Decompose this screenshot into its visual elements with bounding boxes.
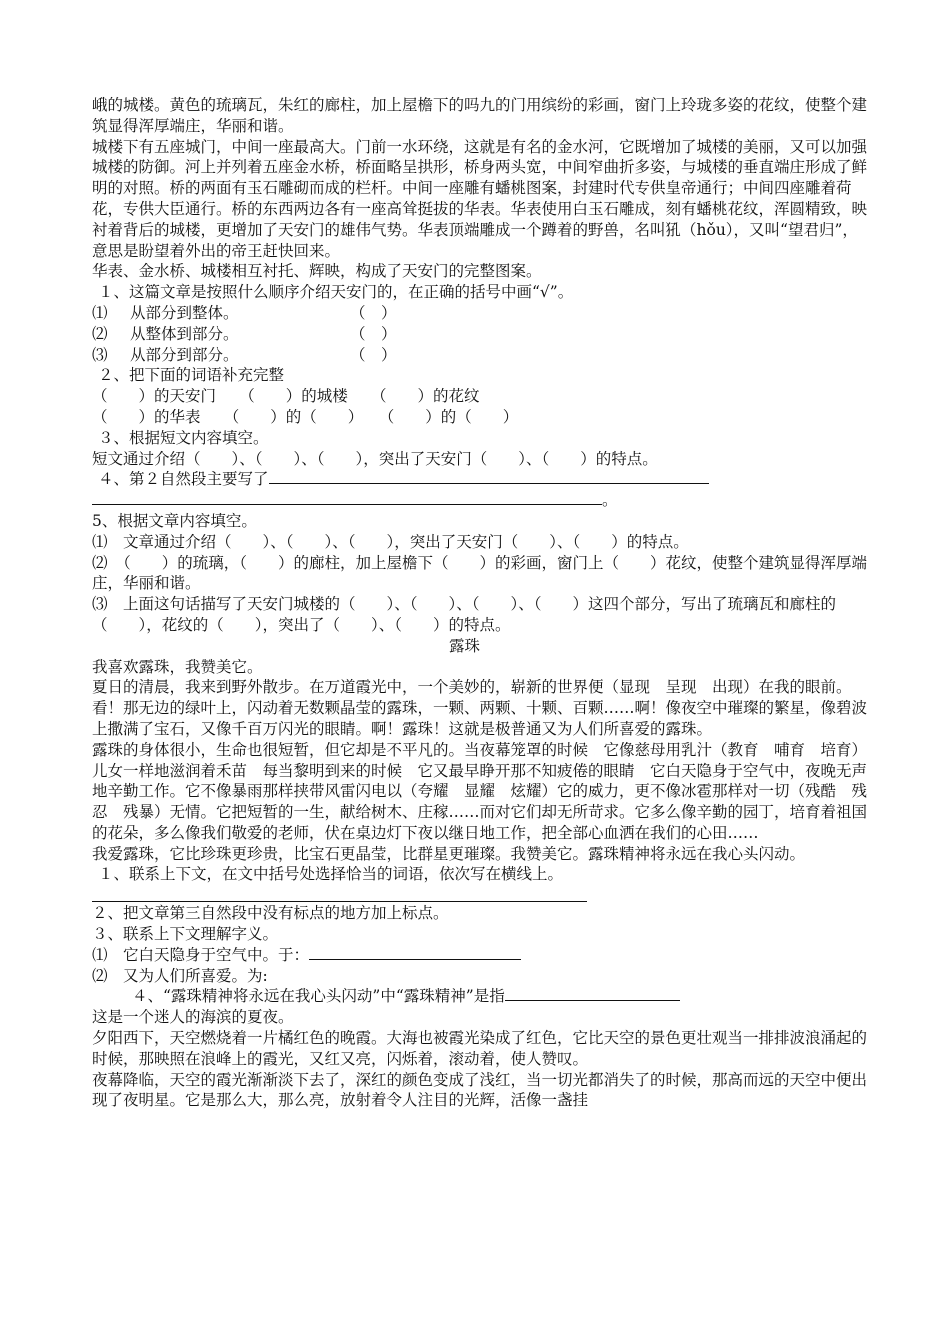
- question-3: ３、联系上下文理解字义。: [92, 925, 279, 944]
- question-3-a: ⑴ 它白天隐身于空气中。于：: [92, 945, 867, 966]
- option-1: ⑴ 从部分到整体。 （ ）: [92, 303, 397, 322]
- paragraph: 城楼下有五座城门，中间一座最高大。门前一水环绕，这就是有名的金水河，它既增加了城楼的美丽，又可以加强城楼的防御。河上并列着五座金水桥，桥面略呈拱形，桥身两头宽，中间窄曲折多姿，与城楼的垂直端庄形成了鲜明的对照。桥的两面有玉石雕砌而成的栏杆。中间一座雕有蟠桃图案，封建时代专供皇帝通行；中间四座雕着荷花，专供大臣通行。桥的东西两边各有一座高耸挺拔的华表。华表使用白玉石雕成，刻有蟠桃花纹，浑圆精致，映衬着背后的城楼，更增加了天安门的雄伟气势。华表顶端雕成一个蹲着的野兽，名叫犼（hǒu），又叫“望君归”，意思是盼望着外出的帝王赶快回来。: [92, 137, 868, 260]
- question-5-item: ⑵ （ ）的琉璃，（ ）的廊柱，加上屋檐下（ ）的彩画，窗门上（ ）花纹，使整个建筑显得浑厚端庄，华丽和谐。: [92, 553, 868, 593]
- option-2: ⑵ 从整体到部分。 （ ）: [92, 324, 397, 343]
- document-page: [92, 95, 867, 1111]
- question-5: 5、根据文章内容填空。: [92, 511, 257, 530]
- paragraph: 夕阳西下，天空燃烧着一片橘红色的晚霞。大海也被霞光染成了红色，它比天空的景色更壮观当一排排波浪涌起的时候，那映照在浪峰上的霞光，又红又亮，闪烁着，滚动着，使人赞叹。: [92, 1029, 868, 1068]
- question-1: １、这篇文章是按照什么顺序介绍天安门的，在正确的括号中画“√”。: [98, 283, 574, 302]
- answer-lines: [92, 885, 867, 903]
- fill-line: 短文通过介绍（ ）、（ ）、（ ），突出了天安门（ ）、（ ）的特点。: [92, 449, 658, 468]
- answer-blank[interactable]: [269, 469, 709, 484]
- answer-blank[interactable]: [309, 945, 521, 960]
- answer-paren[interactable]: （ ）: [350, 303, 397, 322]
- question-2: ２、把下面的词语补充完整: [98, 366, 285, 385]
- answer-paren[interactable]: （ ）: [350, 345, 397, 364]
- fill-row: （ ）的天安门 （ ）的城楼 （ ）的花纹: [92, 387, 480, 406]
- question-5-item: ⑶ 上面这句话描写了天安门城楼的（ ）、（ ）、（ ）、（ ）这四个部分，写出了琉璃瓦和廊柱的（ ），花纹的（ ），突出了（ ）、（ ）的特点。: [92, 595, 837, 634]
- answer-blank[interactable]: [492, 887, 587, 902]
- answer-blank[interactable]: [505, 986, 680, 1001]
- article-title: 露珠: [448, 636, 480, 655]
- paragraph: 峨的城楼。黄色的琉璃瓦，朱红的廊柱，加上屋檐下的吗九的门用缤纷的彩画，窗门上玲珑多姿的花纹，使整个建筑显得浑厚端庄，华丽和谐。: [92, 96, 868, 135]
- fill-row: （ ）的华表 （ ）的（ ） （ ）的（ ）: [92, 407, 519, 426]
- answer-paren[interactable]: （ ）: [350, 324, 397, 343]
- paragraph: 夜幕降临，天空的霞光渐渐淡下去了，深红的颜色变成了浅红，当一切光都消失了的时候，那高而远的天空中便出现了夜明星。它是那么大，那么亮，放射着令人注目的光辉，活像一盏挂: [92, 1070, 868, 1110]
- paragraph: 露珠的身体很小，生命也很短暂，但它却是不平凡的。当夜幕笼罩的时候 它像慈母用乳汁（教育 哺育 培育）儿女一样地滋润着禾苗 每当黎明到来的时候 它又最早睁开那不知疲倦的眼睛 它白天隐身于空气中，夜晚无声地辛勤工作。它不像暴雨那样挟带风雷闪电以（夸耀 显耀 炫耀）它的威力，更不像冰雹那样对一切（残酷 残忍 残暴）无情。它把短暂的一生，献给树木、庄稼……而对它们却无所苛求。它多么像辛勤的园丁，培育着祖国的花朵，多么像我们敬爱的老师，伏在桌边灯下夜以继日地工作，把全部心血洒在我们的心田……: [92, 740, 868, 842]
- answer-blank[interactable]: [92, 490, 602, 505]
- question-2: ２、把文章第三自然段中没有标点的地方加上标点。: [92, 903, 867, 924]
- answer-line: 。: [92, 490, 867, 511]
- option-3: ⑶ 从部分到部分。 （ ）: [92, 345, 397, 364]
- question-4: ４、第２自然段主要写了: [92, 469, 867, 490]
- question-4: ４、“露珠精神将永远在我心头闪动”中“露珠精神”是指: [92, 986, 867, 1007]
- paragraph: 华表、金水桥、城楼相互衬托、辉映，构成了天安门的完整图案。: [92, 262, 542, 281]
- question-1: １、联系上下文，在文中括号处选择恰当的词语，依次写在横线上。: [98, 865, 564, 884]
- question-3: ３、根据短文内容填空。: [98, 428, 269, 447]
- question-3-b: ⑵ 又为人们所喜爱。为:: [92, 966, 268, 985]
- paragraph: 我爱露珠，它比珍珠更珍贵，比宝石更晶莹，比群星更璀璨。我赞美它。露珠精神将永远在我心头闪动。: [92, 844, 806, 863]
- question-5-item: ⑴ 文章通过介绍（ ）、（ ）、（ ），突出了天安门（ ）、（ ）的特点。: [92, 532, 689, 551]
- paragraph: 这是一个迷人的海滨的夏夜。: [92, 1008, 294, 1027]
- paragraph: 夏日的清晨，我来到野外散步。在万道霞光中，一个美妙的，崭新的世界便（显现 呈现 出现）在我的眼前。看！那无边的绿叶上，闪动着无数颗晶莹的露珠，一颗、两颗、十颗、百颗……啊！像夜空中璀璨的繁星，像碧波上撒满了宝石，又像千百万闪光的眼睛。啊！露珠！这就是极普通又为人们所喜爱的露珠。: [92, 678, 868, 738]
- paragraph: 我喜欢露珠，我赞美它。: [92, 657, 263, 676]
